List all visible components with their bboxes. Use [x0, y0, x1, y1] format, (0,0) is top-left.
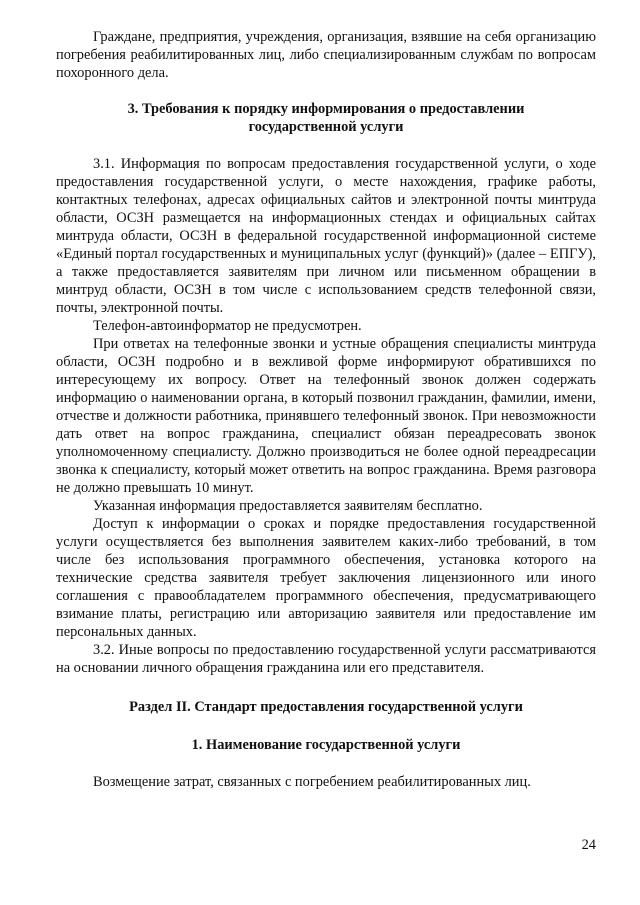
paragraph-3-2: 3.2. Иные вопросы по предоставлению государственной услуги рассматриваются на основании личного обращения гражданина или его представителя.	[56, 642, 596, 676]
paragraph-autoinformer: Телефон-автоинформатор не предусмотрен.	[93, 318, 362, 334]
paragraph-free-info: Указанная информация предоставляется заявителям бесплатно.	[93, 498, 483, 514]
service-name-subheading: 1. Наименование государственной услуги	[191, 737, 461, 753]
paragraph-3-1: 3.1. Информация по вопросам предоставления государственной услуги, о ходе предоставления государственной услуги, о месте нахождения, графике работы, контактных телефонах, адресах официальных сайтов и электронной почты минтруда области, ОСЗН размещается на информационных стендах и официальных сайтах минтруда области, ОСЗН в федеральной государственной информационной системе «Единый портал государственных и муниципальных услуг (функций)» (далее – ЕПГУ), а также предоставляется заявителям при личном или письменном обращении в минтруд области, ОСЗН в том числе с использованием средств телефонной связи, почты, электронной почты.	[56, 156, 596, 316]
section-3-heading-line2: государственной услуги	[248, 119, 404, 135]
section-ii-heading: Раздел II. Стандарт предоставления государственной услуги	[129, 699, 523, 715]
intro-paragraph: Граждане, предприятия, учреждения, организация, взявшие на себя организацию погребения реабилитированных лиц, либо специализированным службам по вопросам похоронного дела.	[56, 29, 596, 81]
section-3-heading-line1: 3. Требования к порядку информирования о предоставлении	[127, 101, 525, 117]
paragraph-info-access: Доступ к информации о сроках и порядке предоставления государственной услуги осуществляется без выполнения заявителем каких-либо требований, в том числе без использования программного обеспечения, установка которого на технические средства заявителя требует заключения лицензионного или иного соглашения с правообладателем программного обеспечения, предусматривающего взимание платы, регистрацию или авторизацию заявителя или предоставление им персональных данных.	[56, 516, 596, 640]
service-name-paragraph: Возмещение затрат, связанных с погребением реабилитированных лиц.	[93, 774, 531, 790]
paragraph-phone-answers: При ответах на телефонные звонки и устные обращения специалисты минтруда области, ОСЗН подробно и в вежливой форме информируют обратившихся по интересующему их вопросу. Ответ на телефонный звонок должен содержать информацию о наименовании органа, в который позвонил гражданин, фамилии, имени, отчестве и должности работника, принявшего телефонный звонок. При невозможности дать ответ на вопрос гражданина, специалист обязан переадресовать звонок уполномоченному специалисту. Должно производиться не более одной переадресации звонка к специалисту, который может ответить на вопрос гражданина. Время разговора не должно превышать 10 минут.	[56, 336, 596, 496]
page-number: 24	[581, 837, 596, 853]
section-3-heading	[56, 100, 596, 136]
